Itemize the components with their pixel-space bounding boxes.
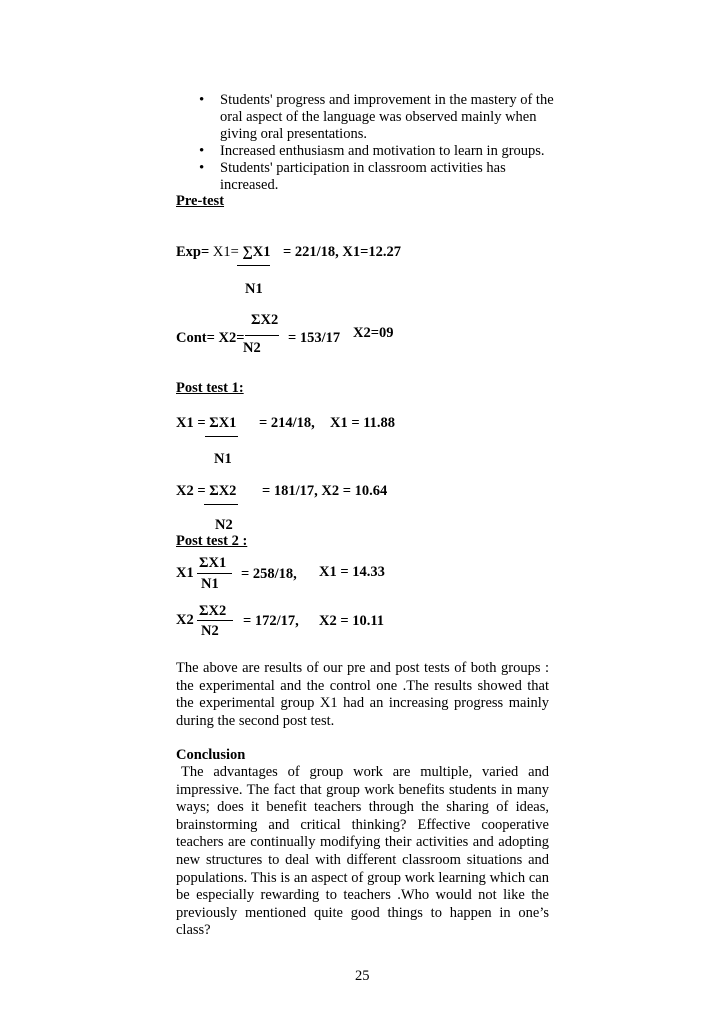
fraction-line <box>204 504 238 505</box>
page-number: 25 <box>355 968 370 984</box>
pt2-x2-mean: X2 = 10.11 <box>319 613 385 629</box>
fraction-line <box>197 573 232 574</box>
pt1-x1-label: X1 = ΣX1 <box>176 415 237 431</box>
pt2-x1-numerator: ΣX1 <box>199 555 227 571</box>
exp-sum: ∑X1 <box>242 244 271 260</box>
pretest-exp-formula <box>176 244 270 261</box>
pt1-x2-denominator: N2 <box>215 517 233 533</box>
cont-denominator: N2 <box>243 340 261 356</box>
pt1-x2-label: X2 = ΣX2 <box>176 483 237 499</box>
results-paragraph: The above are results of our pre and post tests of both groups : the experimental and the control one .The results showed that the experimental group X1 had an increasing progress mainly during the second post test. <box>176 660 549 729</box>
bullet-item: • Increased enthusiasm and motivation to learn in groups. <box>199 143 559 160</box>
pt2-x1-denominator: N1 <box>201 576 219 592</box>
observation-bullet-list <box>199 92 559 194</box>
pretest-heading: Pre-test <box>176 193 225 209</box>
fraction-line <box>197 620 233 621</box>
fraction-line <box>245 335 279 336</box>
pt1-x2-result: = 181/17, X2 = 10.64 <box>262 483 388 499</box>
conclusion-text: The advantages of group work are multiple, varied and impressive. The fact that group work benefits students in many ways; does it benefit teachers through the sharing of ideas, brainstorming and critical thinking? Effective cooperative teachers are continually modifying their activities and adopting new structures to deal with different classroom situations and populations. This is an aspect of group work learning which can be especially rewarding to teachers .Who would not like the previously mentioned quite good things to happen in one’s class? <box>176 764 549 939</box>
exp-result: = 221/18, X1=12.27 <box>283 244 402 260</box>
pt1-x1-denominator: N1 <box>214 451 232 467</box>
bullet-item: • Students' participation in classroom activities has increased. <box>199 160 559 194</box>
pt1-x1-mean: X1 = 11.88 <box>330 415 396 431</box>
pt2-x1-label: X1 <box>176 565 194 581</box>
pt1-x1-result: = 214/18, <box>259 415 315 431</box>
posttest2-heading: Post test 2 : <box>176 533 248 549</box>
pt2-x1-result: = 258/18, <box>241 566 297 582</box>
pt2-x2-label: X2 <box>176 612 194 628</box>
conclusion-heading: Conclusion <box>176 747 246 763</box>
posttest1-heading: Post test 1: <box>176 380 244 396</box>
cont-numerator: ΣX2 <box>251 312 279 328</box>
cont-result: = 153/17 <box>288 330 341 346</box>
fraction-line <box>205 436 238 437</box>
pt2-x1-mean: X1 = 14.33 <box>319 564 385 580</box>
cont-mean: X2=09 <box>353 325 394 341</box>
pt2-x2-result: = 172/17, <box>243 613 299 629</box>
fraction-line <box>237 265 270 266</box>
pt2-x2-denominator: N2 <box>201 623 219 639</box>
cont-label: Cont= X2= <box>176 330 245 346</box>
bullet-item: • Students' progress and improvement in the mastery of the oral aspect of the language was observed mainly when giving oral presentations. <box>199 92 559 143</box>
exp-var: X1= <box>212 244 243 260</box>
exp-denominator: N1 <box>245 281 263 297</box>
exp-prefix: Exp= <box>176 244 213 260</box>
pt2-x2-numerator: ΣX2 <box>199 603 227 619</box>
